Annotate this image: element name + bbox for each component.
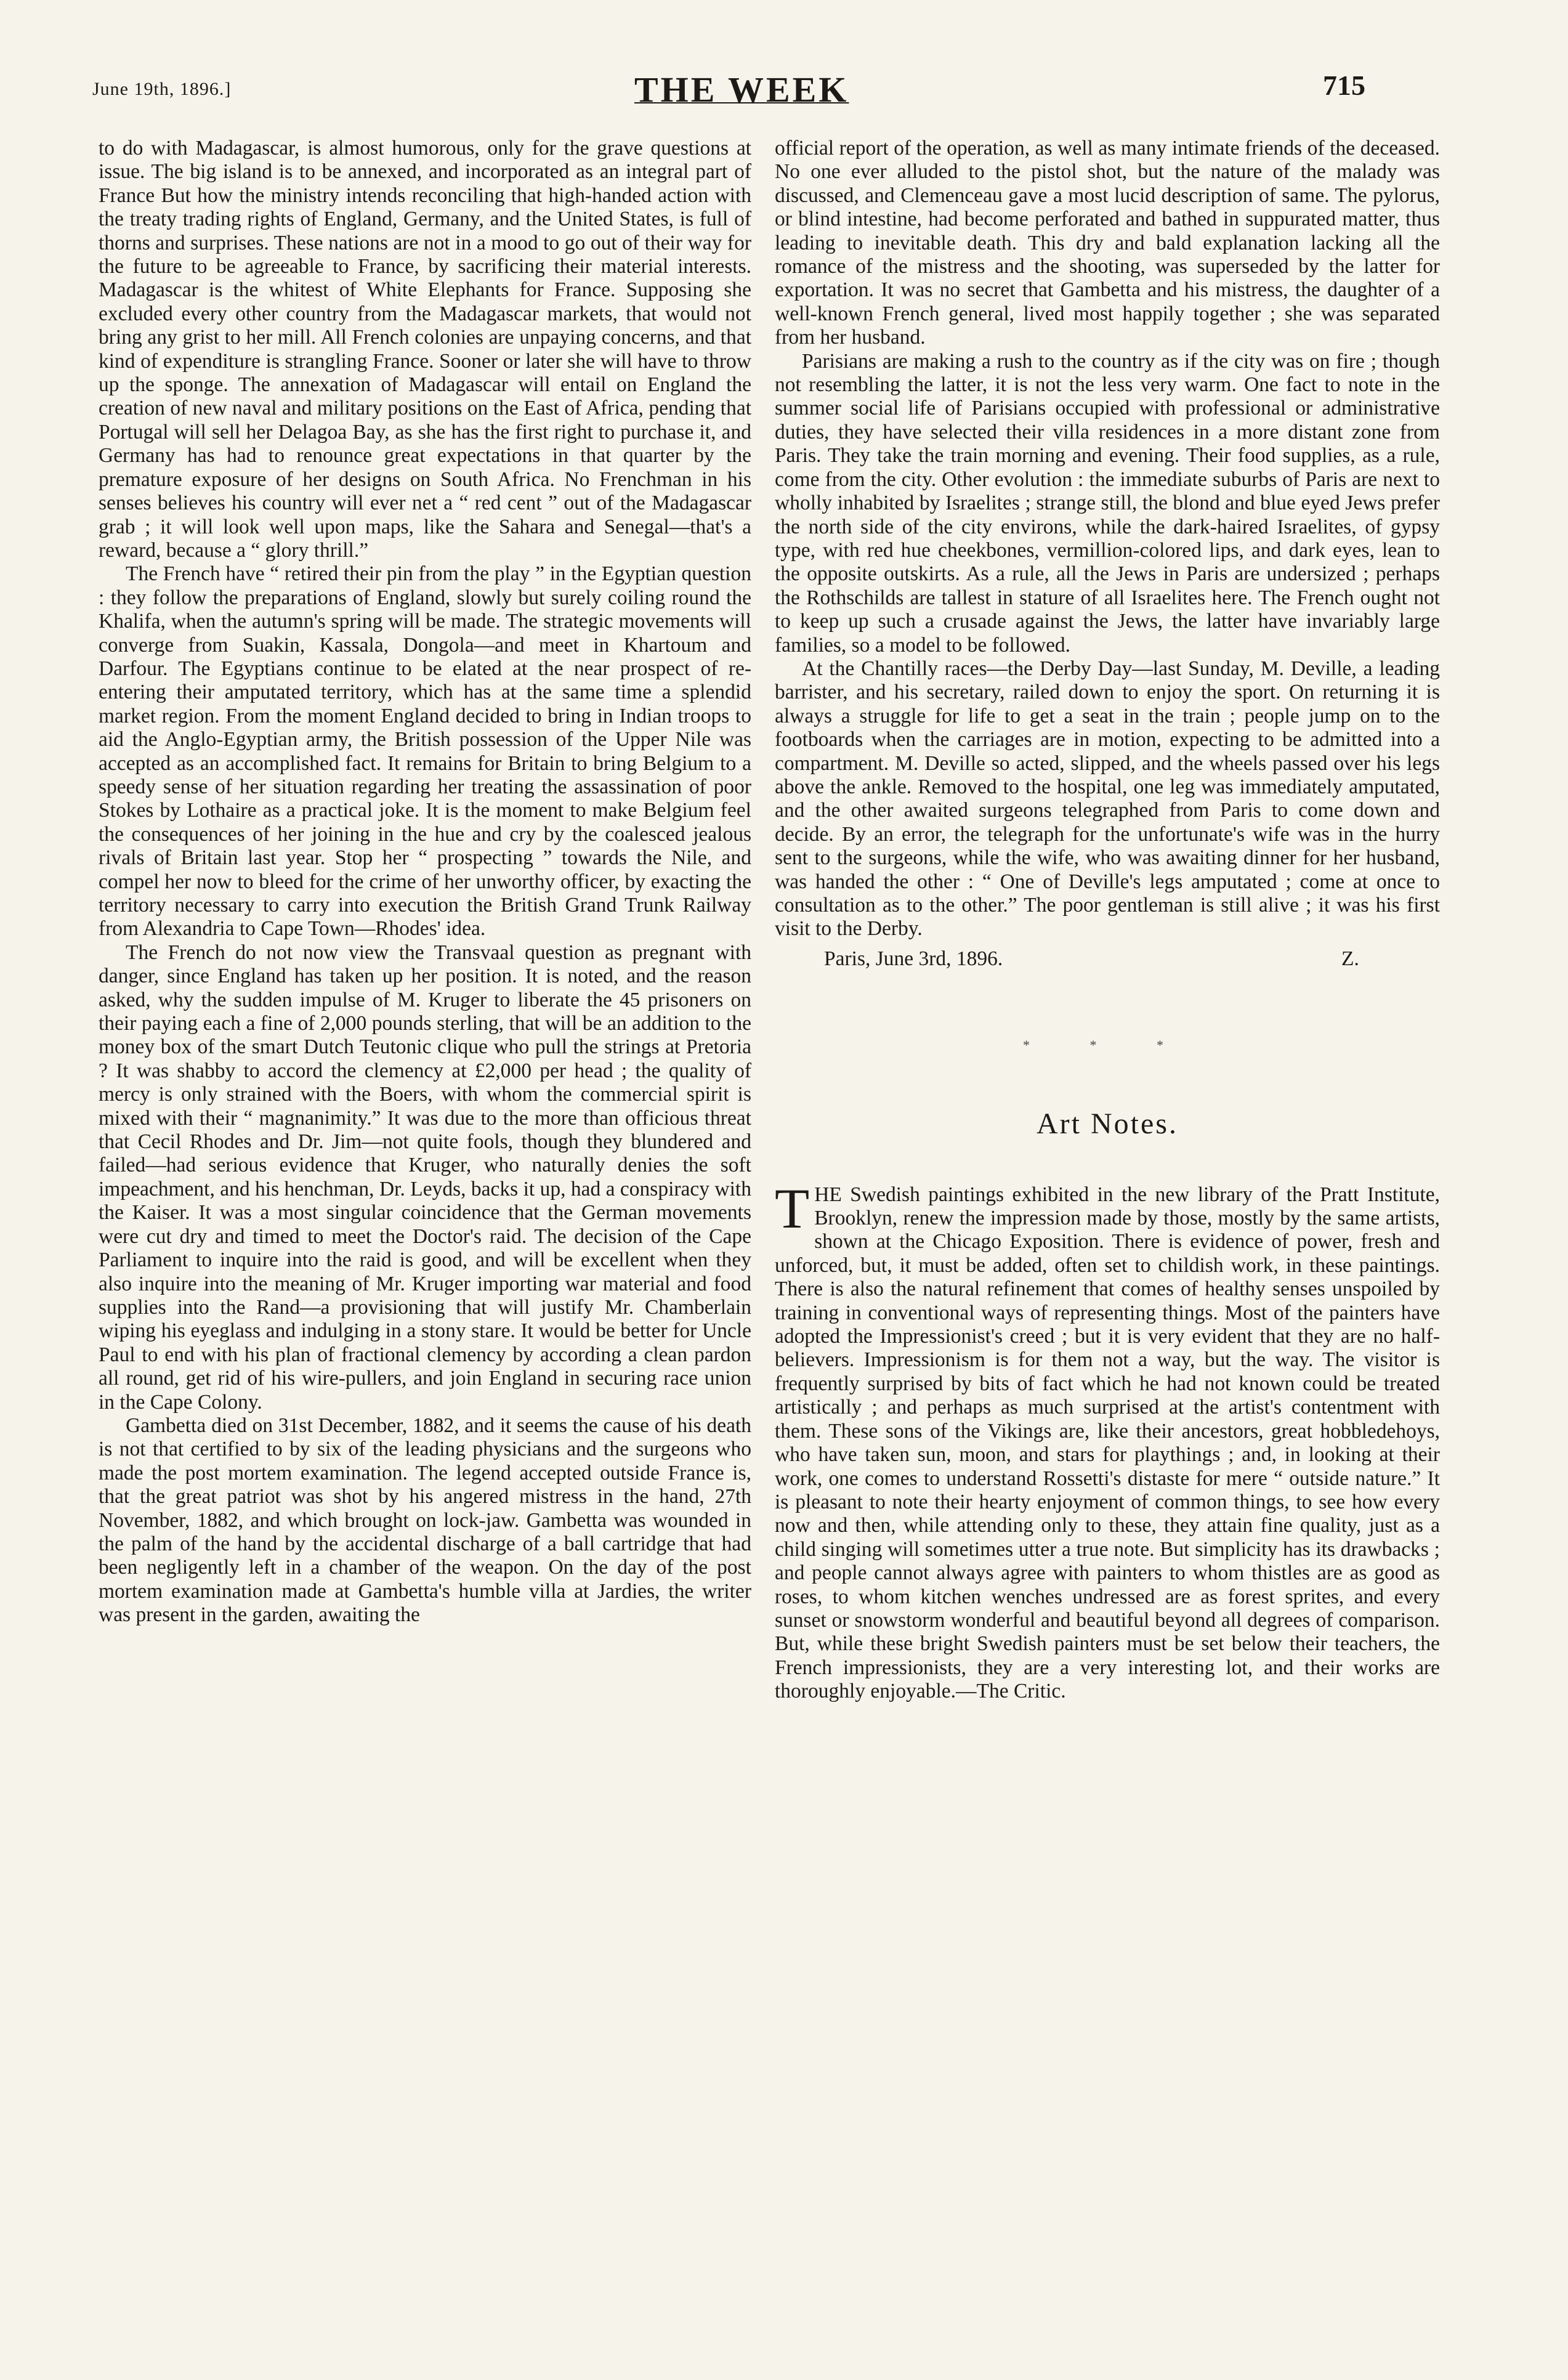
paragraph-gambetta-continued: official report of the operation, as well as many intimate friends of the deceased. No one ever alluded to the pistol shot, but the nature of the malady was discussed, and Clemenceau gave a most lucid description of same. The pylorus, or blind intestine, had become perforated and bathed in suppurated matter, thus leading to inevitable death. This dry and bald explanation lacking all the romance of the mistress and the shooting, was superseded by the latter for exportation. It was no secret that Gambetta and his mistress, the daughter of a well-known French general, lived most happily together ; she was separated from her husband.: [775, 137, 1440, 349]
paragraph-parisians: Parisians are making a rush to the country as if the city was on fire ; though not resembling the latter, it is not the less very warm. One fact to note in the summer social life of Parisians occupied with professional or administrative duties, they have selected their villa residences in a more distant zone from Paris. They take the train morning and evening. Their food supplies, as a rule, come from the city. Other evolution : the immediate suburbs of Paris are next to wholly inhabited by Israelites ; strange still, the blond and blue eyed Jews prefer the north side of the city environs, while the dark-haired Israelites, of gypsy type, with red hue cheekbones, vermillion-colored lips, and dark eyes, lean to the opposite outskirts. As a rule, all the Jews in Paris are undersized ; perhaps the Rothschilds are tallest in stature of all Israelites here. The French ought not to keep up such a crusade against the Jews, the latter have invariably large families, so a model to be followed.: [775, 349, 1440, 657]
masthead-title: THE WEEK: [634, 70, 849, 110]
left-column: [99, 137, 751, 1627]
section-separator: * * *: [1023, 1037, 1192, 1053]
paragraph-transvaal: The French do not now view the Transvaal question as pregnant with danger, since England has taken up her position. It is noted, and the reason asked, why the sudden impulse of M. Kruger to liberate the 45 prisoners on their paying each a fine of 2,000 pounds sterling, that will be an addition to the money box of the smart Dutch Teutonic clique who pull the strings at Pretoria ? It was shabby to accord the clemency at £2,000 per head ; the quality of mercy is only strained with the Boers, with whom the commercial spirit is mixed with their “ magnanimity.” It was due to the more than officious threat that Cecil Rhodes and Dr. Jim—not quite fools, though they blundered and failed—had serious evidence that Kruger, who naturally denies the soft impeachment, and his henchman, Dr. Leyds, backs it up, had a conspiracy with the Kaiser. It was a most singular coincidence that the German movements were cut dry and timed to meet the Doctor's raid. The decision of the Cape Parliament to inquire into the raid is good, and will be excellent when they also inquire into the meaning of Mr. Kruger importing war material and food supplies into the Rand—a provisioning that will justify Mr. Chamberlain wiping his eyeglass and indulging in a stony stare. It would be better for Uncle Paul to end with his plan of fractional clemency by according a clean pardon all round, get rid of his wire-pullers, and join England in securing race union in the Cape Colony.: [99, 941, 751, 1414]
paragraph-egypt: The French have “ retired their pin from the play ” in the Egyptian question : they follow the preparations of England, slowly but surely coiling round the Khalifa, when the autumn's spring will be made. The strategic movements will converge from Suakin, Kassala, Dongola—and meet in Khartoum and Darfour. The Egyptians continue to be elated at the near prospect of re-entering their amputated territory, which has at the same time a splendid market region. From the moment England decided to bring in Indian troops to aid the Anglo-Egyptian army, the British possession of the Upper Nile was accepted as an accomplished fact. It remains for Britain to bring Belgium to a speedy sense of her situation regarding her treating the assassination of poor Stokes by Lothaire as a practical joke. It is the moment to make Belgium feel the consequences of her joining in the hue and cry by the coalesced jealous rivals of Britain last year. Stop her “ prospecting ” towards the Nile, and compel her now to bleed for the crime of her unworthy officer, by exacting the territory necessary to carry into execution the British Grand Trunk Railway from Alexandria to Cape Town—Rhodes' idea.: [99, 562, 751, 941]
author-signature: Z.: [1341, 947, 1359, 970]
paragraph-chantilly: At the Chantilly races—the Derby Day—last Sunday, M. Deville, a leading barrister, and his secretary, railed down to enjoy the sport. On returning it is always a struggle for life to get a seat in the train ; people jump on to the footboards when the carriages are in motion, expecting to be admitted into a compartment. M. Deville so acted, slipped, and the wheels passed over his legs above the ankle. Removed to the hospital, one leg was immediately amputated, and the other awaited surgeons telegraphed from Paris to come down and decide. By an error, the telegraph for the unfortunate's wife was in the hurry sent to the surgeons, while the wife, who was awaiting dinner for her husband, was handed the other : “ One of Deville's legs amputated ; come at once to consultation as to the other.” The poor gentleman is still alive ; it was his first visit to the Derby.: [775, 657, 1440, 941]
paragraph-madagascar: to do with Madagascar, is almost humorous, only for the grave questions at issue. The big island is to be annexed, and incorporated as an integral part of France But how the ministry intends reconciling that high-handed action with the treaty trading rights of England, Germany, and the United States, is full of thorns and surprises. These nations are not in a mood to go out of their way for the future to be agreeable to France, by sacrificing their material interests. Madagascar is the whitest of White Elephants for France. Supposing she excluded every other country from the Madagascar markets, that would not bring any grist to her mill. All French colonies are unpaying concerns, and that kind of expenditure is strangling France. Sooner or later she will have to throw up the sponge. The annexation of Madagascar will entail on England the creation of new naval and military positions on the East of Africa, pending that Portugal will sell her Delagoa Bay, as she has the first right to purchase it, and Germany has had to renounce great expectations in that quarter by the premature exposure of her designs on South Africa. No Frenchman in his senses believes his country will ever net a “ red cent ” out of the Madagascar grab ; it will look well upon maps, like the Sahara and Senegal—that's a reward, because a “ glory thrill.”: [99, 137, 751, 562]
page-number: 715: [1323, 70, 1365, 101]
drop-cap: T: [775, 1176, 810, 1240]
right-column: [775, 137, 1440, 1704]
art-notes-text: HE Swedish paintings exhibited in the new library of the Pratt Institute, Brooklyn, renew the impression made by those, mostly by the same artists, shown at the Chicago Exposition. There is evidence of power, fresh and unforced, but, it must be added, often set to childish work, in these paintings. There is also the natural refinement that comes of healthy senses unspoiled by training in conventional ways of representing things. Most of the painters have adopted the Impressionist's creed ; but it is very evident that they are no half-believers. Impressionism is for them not a way, but the way. The visitor is frequently surprised by bits of fact which he had not known could be treated artistically ; and perhaps as much surprised at the artist's contentment with them. These sons of the Vikings are, like their ancestors, great hobbledehoys, who have taken sun, moon, and stars for playthings ; and, in looking at their work, one comes to understand Rossetti's distaste for mere “ outside nature.” It is pleasant to note their hearty enjoyment of common things, to see how every now and then, while attending only to these, they attain fine quality, just as a child singing will sometimes utter a true note. But simplicity has its drawbacks ; and people cannot always agree with painters to whom thistles are as good as roses, to whom kitchen wenches undressed are as forest sprites, and every sunset or snowstorm wonderful and beautiful beyond all degrees of comparison. But, while these bright Swedish painters must be set below their teachers, the French impressionists, they are a very interesting lot, and their works are thoroughly enjoyable.—The Critic.: [775, 1183, 1440, 1703]
issue-date: June 19th, 1896.]: [92, 79, 232, 99]
art-notes-heading: Art Notes.: [1037, 1107, 1178, 1141]
paragraph-art-notes: [775, 1176, 1440, 1704]
dateline-place: Paris, June 3rd, 1896.: [824, 947, 1003, 970]
paragraph-gambetta: Gambetta died on 31st December, 1882, and it seems the cause of his death is not that certified to by six of the leading physicians and the surgeons who made the post mortem examination. The legend accepted outside France is, that the great patriot was shot by his angered mistress in the hand, 27th November, 1882, and which brought on lock-jaw. Gambetta was wounded in the palm of the hand by the accidental discharge of a ball cartridge that had been negligently left in a chamber of the weapon. On the day of the post mortem examination made at Gambetta's humble villa at Jardies, the writer was present in the garden, awaiting the: [99, 1414, 751, 1627]
dateline: [775, 947, 1440, 972]
